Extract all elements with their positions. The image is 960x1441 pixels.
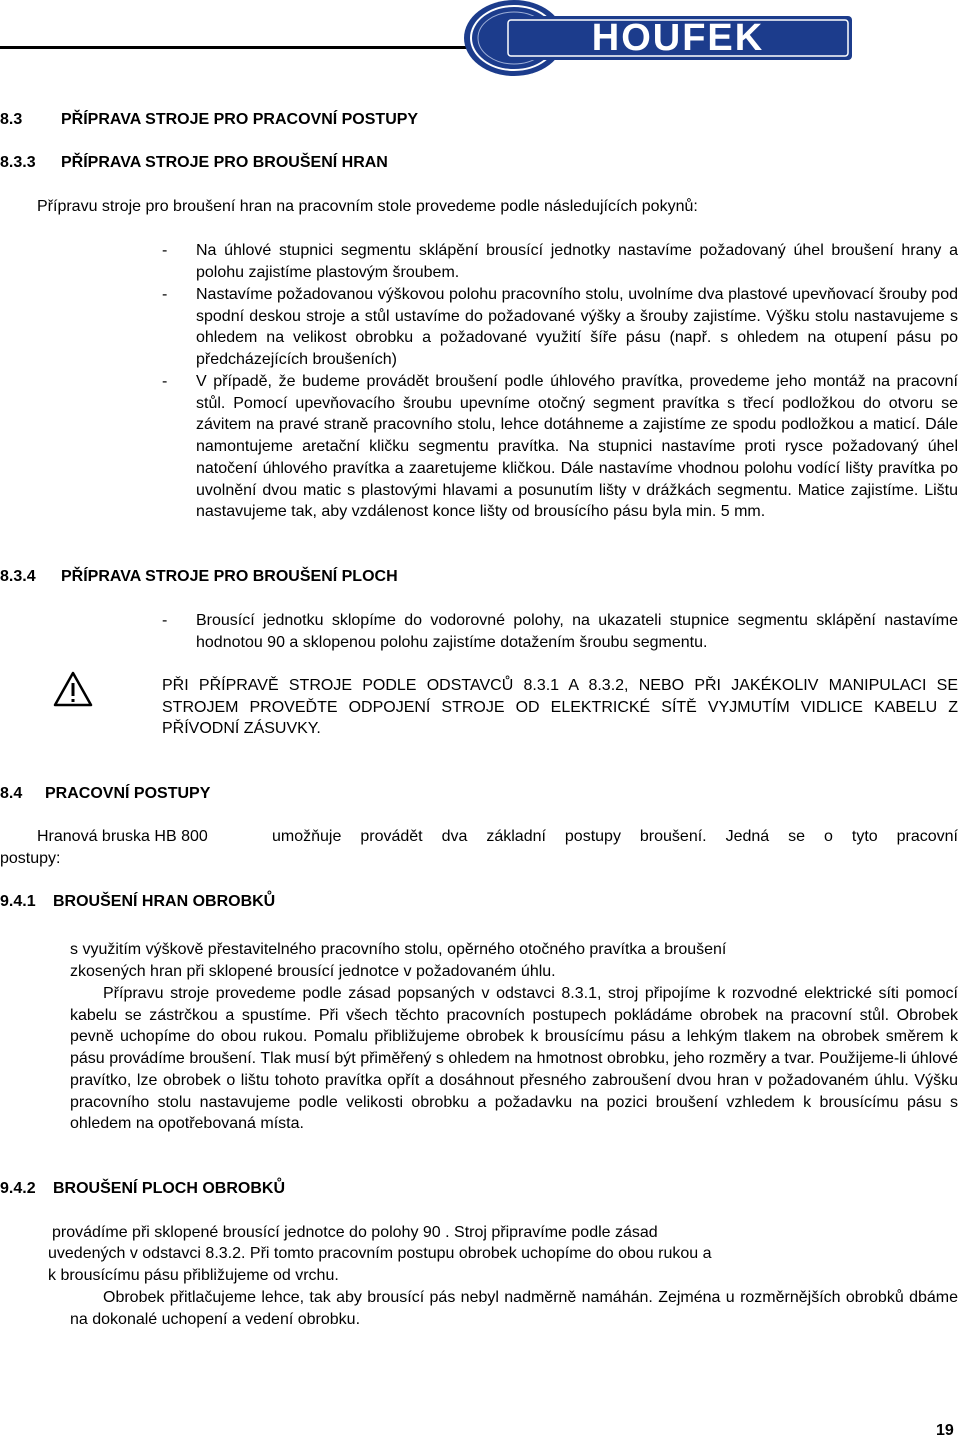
heading-9-4-2 xyxy=(0,1178,286,1200)
text-line: provádíme při sklopené brousící jednotce do polohy 90 . Stroj připravíme podle zásad xyxy=(52,1224,658,1241)
section-title: PŘÍPRAVA STROJE PRO BROUŠENÍ HRAN xyxy=(61,154,388,171)
list-item: V případě, že budeme provádět broušení podle úhlového pravítka, provedeme jeho montáž na pracovní stůl. Pomocí upevňovacího šroubu upevníme otočný segment pravítka s třecí podložkou do otvoru se závitem na pravé straně pracovního stolu, lehce dotáhneme a zajistíme ze spodu podložkou a maticí. Dále namontujeme aretační kličku segmentu pravítka. Na stupnici nastavíme proti rysce požadovaný úhel natočení úhlového pravítka a zaaretujeme kličkou. Dále nastavíme vhodnou polohu vodící lišty pravítka po uvolnění dvou matic s plastovými hlavami a posunutím lišty v drážkách segmentu. Matice zajistíme. Lištu nastavujeme tak, aby vzdálenost konce lišty od brousícího pásu byla min. 5 mm. xyxy=(196,373,958,521)
paragraph: Přípravu stroje provedeme podle zásad popsaných v odstavci 8.3.1, stroj připojíme k rozvodné elektrické síti pomocí kabelu se zástrčkou a spustíme. Při všech těchto pracovních postupech pokládáme obrobek na pracovní stůl. Obrobek pevně uchopíme do obou rukou. Pomalu přibližujeme obrobek k brousícímu pásu a lehkým tlakem na obrobek směrem k pásu provádíme broušení. Tlak musí být přiměřený s ohledem na hmotnost obrobku, jeho rozměry a tvar. Použijeme-li úhlové pravítko, lze obrobek o lištu tohoto pravítka opřít a dosáhnout přesného zabroušení dvou hran v požadovaném úhlu. Výšku pracovního stolu nastavujeme podle velikosti obrobku a požadavku na pozici broušení vzhledem k brousícímu pásu s ohledem na opotřebovaná místa. xyxy=(70,985,958,1133)
header-rule xyxy=(0,46,470,49)
section-number: 9.4.2 xyxy=(0,1180,36,1197)
intro-text-a: Hranová bruska HB 800 xyxy=(37,828,208,845)
warning-icon xyxy=(53,671,93,707)
intro-text-c: postupy: xyxy=(0,850,61,867)
heading-8-4 xyxy=(0,783,211,805)
heading-8-3-3 xyxy=(0,152,388,174)
section-title: PRACOVNÍ POSTUPY xyxy=(45,785,211,802)
list-item: Brousící jednotku sklopíme do vodorovné polohy, na ukazateli stupnice segmentu sklápění nastavíme hodnotou 90 a sklopenou polohu zajistíme dotažením šroubu segmentu. xyxy=(196,612,958,651)
bullet-dash: - xyxy=(162,242,168,259)
section-number: 8.3 xyxy=(0,111,23,128)
text-line: uvedených v odstavci 8.3.2. Při tomto pracovním postupu obrobek uchopíme do obou rukou a xyxy=(48,1245,712,1262)
bullet-dash: - xyxy=(162,373,168,390)
section-title: PŘÍPRAVA STROJE PRO PRACOVNÍ POSTUPY xyxy=(61,111,419,128)
bullet-dash: - xyxy=(162,286,168,303)
section-title: BROUŠENÍ PLOCH OBROBKŮ xyxy=(53,1180,286,1197)
logo-text: HOUFEK xyxy=(591,17,765,59)
section-number: 8.3.3 xyxy=(0,154,36,171)
page-number: 19 xyxy=(936,1422,954,1439)
heading-8-3 xyxy=(0,109,419,131)
text-line: k brousícímu pásu přibližujeme od vrchu. xyxy=(48,1267,339,1284)
section-title: PŘÍPRAVA STROJE PRO BROUŠENÍ PLOCH xyxy=(61,568,398,585)
bullet-dash: - xyxy=(162,612,168,629)
warning-text: PŘI PŘÍPRAVĚ STROJE PODLE ODSTAVCŮ 8.3.1 A 8.3.2, NEBO PŘI JAKÉKOLIV MANIPULACI SE STROJEM PROVEĎTE ODPOJENÍ STROJE OD ELEKTRICKÉ SÍTĚ VYJMUTÍM VIDLICE KABELU Z PŘÍVODNÍ ZÁSUVKY. xyxy=(162,677,958,738)
list-item: Nastavíme požadovanou výškovou polohu pracovního stolu, uvolníme dva plastové upevňovací šrouby pod spodní deskou stroje a stůl ustavíme do požadované výšky a šrouby zajistíme. Výšku stolu nastavujeme s ohledem na velikost obrobku a požadované využití šíře pásu (např. s ohledem na otupení pásu po předcházejících broušeních) xyxy=(196,286,958,369)
section-number: 8.3.4 xyxy=(0,568,36,585)
section-number: 9.4.1 xyxy=(0,893,36,910)
list-item: Na úhlové stupnici segmentu sklápění brousící jednotky nastavíme požadovaný úhel broušení hrany a polohu zajistíme plastovým šroubem. xyxy=(196,242,958,281)
section-number: 8.4 xyxy=(0,785,23,802)
text-line: zkosených hran při sklopené brousící jednotce v požadovaném úhlu. xyxy=(70,963,556,980)
logo-graphic xyxy=(462,0,852,80)
houfek-logo xyxy=(462,0,852,80)
intro-text-b: umožňuje provádět dva základní postupy broušení. Jedná se o tyto pracovní xyxy=(272,828,958,845)
heading-8-3-4 xyxy=(0,566,398,588)
paragraph: Obrobek přitlačujeme lehce, tak aby brousící pás nebyl nadměrně namáhán. Zejména u rozměrnějších obrobků dbáme na dokonalé uchopení a vedení obrobku. xyxy=(70,1289,958,1328)
intro-text: Přípravu stroje pro broušení hran na pracovním stole provedeme podle následujících pokynů: xyxy=(37,198,698,215)
section-title: BROUŠENÍ HRAN OBROBKŮ xyxy=(53,893,276,910)
text-line: s využitím výškově přestavitelného pracovního stolu, opěrného otočného pravítka a broušení xyxy=(70,941,727,958)
heading-9-4-1 xyxy=(0,891,276,913)
